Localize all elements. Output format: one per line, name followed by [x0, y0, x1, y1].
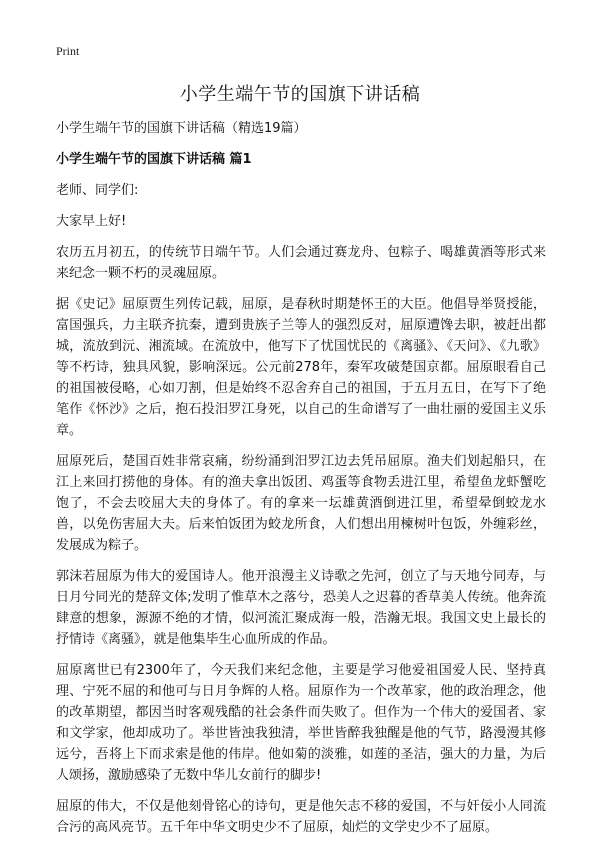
document-subtitle: 小学生端午节的国旗下讲话稿（精选19篇）	[56, 121, 307, 136]
greeting-paragraph: 老师、同学们:	[56, 183, 139, 198]
body-paragraph: 屈原死后，楚国百姓非常哀痛，纷纷涌到汨罗江边去凭吊屈原。渔夫们划起船只，在江上来回打捞他的身体。有的渔夫拿出饭团、鸡蛋等食物丢进江里，希望鱼龙虾蟹吃饱了，不会去咬屈大夫的身体了。有的拿来一坛雄黄酒倒进江里，希望晕倒蛟龙水兽，以免伤害屈大夫。后来怕饭团为蛟龙所食，人们想出用楝树叶包饭，外缠彩丝，发展成为粽子。	[56, 454, 546, 553]
body-paragraph: 据《史记》屈原贾生列传记载，屈原，是春秋时期楚怀王的大臣。他倡导举贤授能，富国强兵，力主联齐抗秦，遭到贵族子兰等人的强烈反对，屈原遭馋去职，被赶出都城，流放到沅、湘流域。在流放中，他写下了忧国忧民的《离骚》、《天问》、《九歌》等不朽诗，独具风貌，影响深远。公元前278年，秦军攻破楚国京都。屈原眼看自己的祖国被侵略，心如刀割，但是始终不忍舍弃自己的祖国，于五月五日，在写下了绝笔作《怀沙》之后，抱石投汨罗江身死，以自己的生命谱写了一曲壮丽的爱国主义乐章。	[56, 297, 546, 438]
section-heading: 小学生端午节的国旗下讲话稿 篇1	[56, 152, 252, 167]
body-paragraph: 郭沫若屈原为伟大的爱国诗人。他开浪漫主义诗歌之先河，创立了与天地兮同寿，与日月兮同光的楚辞文体;发明了惟草木之落兮，恐美人之迟暮的香草美人传统。他奔流肆意的想象，源源不绝的才情，似河流汇聚成海一般，浩瀚无垠。我国文史上最长的抒情诗《离骚》，就是他集毕生心血所成的作品。	[56, 569, 546, 647]
document-body	[56, 118, 546, 848]
body-paragraph: 农历五月初五，的传统节日端午节。人们会通过赛龙舟、包粽子、喝雄黄酒等形式来来纪念一颗不朽的灵魂屈原。	[56, 245, 546, 281]
greeting-paragraph: 大家早上好!	[56, 214, 127, 229]
body-paragraph: 屈原离世已有2300年了，今天我们来纪念他，主要是学习他爱祖国爱人民、坚持真理、宁死不屈的和他可与日月争辉的人格。屈原作为一个改革家，他的政治理念，他的改革期望，都因当时客观残酷的社会条件而失败了。但作为一个伟大的爱国者、家和文学家，他却成功了。举世皆浊我独清，举世皆醉我独醒是他的气节，路漫漫其修远兮，吾将上下而求索是他的伟岸。他如菊的淡雅，如莲的圣洁，强大的力量，为后人颂扬，激励感染了无数中华儿女前行的脚步!	[56, 663, 546, 783]
document-title: 小学生端午节的国旗下讲话稿	[179, 84, 421, 105]
body-paragraph: 屈原的伟大，不仅是他刻骨铭心的诗句，更是他矢志不移的爱国，不与奸佞小人同流合污的高风亮节。五千年中华文明史少不了屈原，灿烂的文学史少不了屈原。	[56, 799, 546, 835]
print-link[interactable]: Print	[56, 44, 80, 58]
